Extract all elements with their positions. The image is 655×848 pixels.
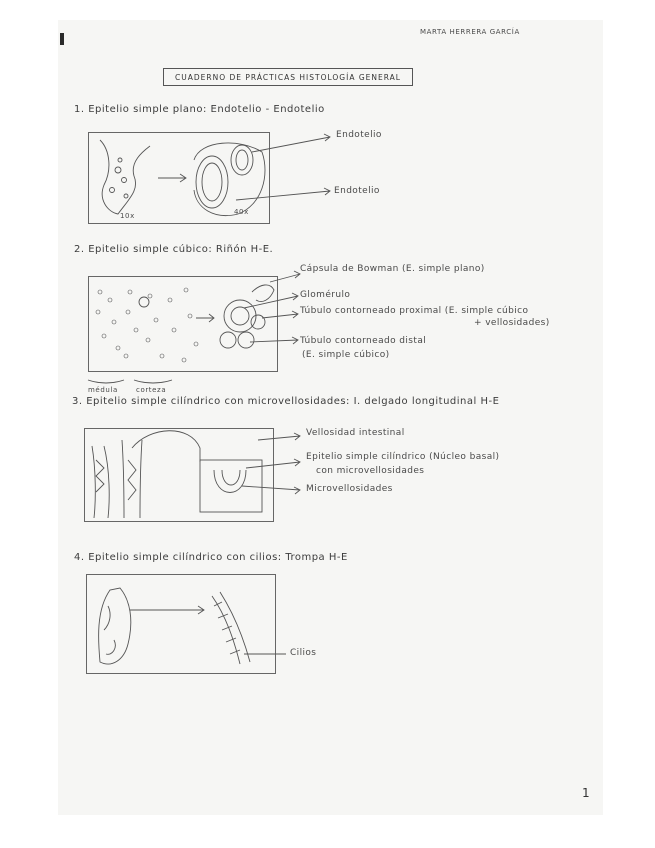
figure-1-mag-40x: 40x <box>234 208 249 216</box>
section-1-heading: 1. Epitelio simple plano: Endotelio - Endotelio <box>74 104 325 115</box>
section-4-heading: 4. Epitelio simple cilíndrico con cilios: Trompa H-E <box>74 552 348 563</box>
figure-2-label-corteza: corteza <box>136 386 167 394</box>
page-number: 1 <box>582 786 590 800</box>
figure-2-label-proximal-cont: + vellosidades) <box>474 318 550 328</box>
figure-1-label-endotelio-top: Endotelio <box>336 130 382 140</box>
section-2-heading: 2. Epitelio simple cúbico: Riñón H-E. <box>74 244 274 255</box>
figure-2-bowman-capsule <box>224 300 256 332</box>
figure-4-arrow <box>130 606 204 614</box>
page-title: CUADERNO DE PRÁCTICAS HISTOLOGÍA GENERAL <box>175 72 401 82</box>
figure-4-label-cilios: Cilios <box>290 648 317 658</box>
figure-3-villus-mid <box>122 440 142 518</box>
figure-2-arrow <box>196 314 214 322</box>
figure-2-glomerulus-low <box>139 297 149 307</box>
figure-3-leader-3 <box>242 486 300 494</box>
figure-2-label-glomerulo: Glomérulo <box>300 290 351 300</box>
figure-3-label-epitelio-cont: con microvellosidades <box>316 466 425 476</box>
figure-3-zoom-box <box>200 460 262 512</box>
figure-4-mucosa <box>99 588 131 664</box>
figure-3-leader-1 <box>258 433 300 440</box>
figure-3-label-epitelio: Epitelio simple cilíndrico (Núcleo basal) <box>306 452 500 462</box>
figure-3-label-microvellosidades: Microvellosidades <box>306 484 393 494</box>
figure-1-leader-top <box>252 134 330 152</box>
figure-2-label-medula: médula <box>88 386 118 394</box>
figure-2-label-distal-cont: (E. simple cúbico) <box>302 350 390 360</box>
author-name: MARTA HERRERA GARCÍA <box>420 28 520 36</box>
figure-1-vessel-small <box>231 145 253 175</box>
figure-1-tissue-10x <box>100 140 150 214</box>
figure-2-cortex-dots <box>96 288 198 362</box>
figure-1-label-endotelio-bottom: Endotelio <box>334 186 380 196</box>
figure-1-arrow <box>158 174 186 182</box>
figure-2-label-distal: Túbulo contorneado distal <box>300 336 427 346</box>
figure-2-label-capsula: Cápsula de Bowman (E. simple plano) <box>300 264 485 274</box>
figure-2-label-proximal: Túbulo contorneado proximal (E. simple cúbico <box>300 306 529 316</box>
figure-3-zoom-arc <box>132 431 200 462</box>
figure-1-mag-10x: 10x <box>120 212 135 220</box>
figure-3-label-vellosidad: Vellosidad intestinal <box>306 428 405 438</box>
section-3-heading: 3. Epitelio simple cilíndrico con microvellosidades: I. delgado longitudinal H-E <box>72 396 500 407</box>
figure-1-vessel-large <box>196 156 228 208</box>
figure-3-villus-left <box>92 446 109 518</box>
figure-1-leader-bottom <box>236 188 330 200</box>
